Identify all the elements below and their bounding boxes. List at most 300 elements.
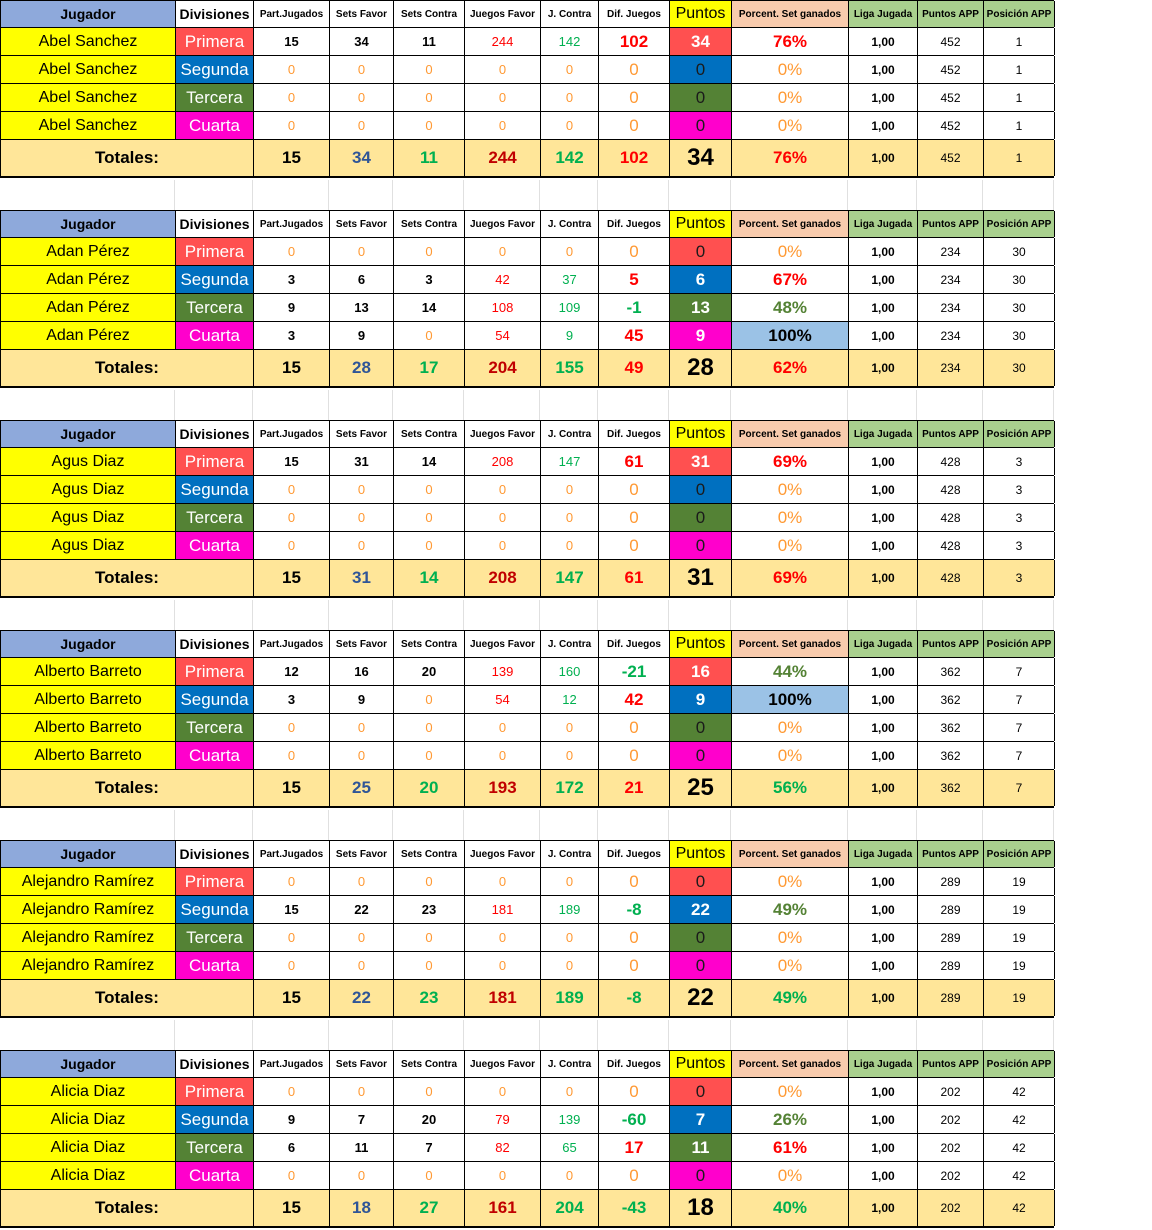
set-percent: 0%	[732, 238, 849, 265]
spacer-cell	[464, 810, 540, 840]
cell-pj: 9	[254, 294, 330, 321]
cell-sf: 9	[330, 686, 394, 713]
header-liga_jugada: Liga Jugada	[849, 1051, 918, 1077]
total-dif: 102	[599, 140, 670, 176]
cell-jf: 0	[465, 1162, 541, 1189]
header-posicion_app: Posición APP	[984, 211, 1055, 237]
cell-sf: 6	[330, 266, 394, 293]
cell-sc: 0	[394, 504, 465, 531]
set-percent: 0%	[732, 742, 849, 769]
spacer-row	[0, 390, 1054, 420]
puntos-app: 362	[918, 742, 984, 769]
cell-pj: 3	[254, 322, 330, 349]
header-puntos_app: Puntos APP	[918, 841, 984, 867]
cell-sf: 0	[330, 532, 394, 559]
total-pct: 56%	[732, 770, 849, 806]
liga-jugada: 1,00	[849, 238, 918, 265]
spacer-cell	[0, 1020, 175, 1050]
total-pj: 15	[254, 980, 330, 1016]
cell-pj: 3	[254, 266, 330, 293]
cell-dif: 0	[599, 1162, 670, 1189]
division-label: Tercera	[176, 1134, 254, 1161]
totals-label: Totales:	[1, 350, 254, 386]
spacer-cell	[917, 1020, 983, 1050]
spacer-cell	[983, 600, 1054, 630]
total-sc: 23	[394, 980, 465, 1016]
puntos-app: 289	[918, 924, 984, 951]
puntos-app: 289	[918, 952, 984, 979]
header-posicion_app: Posición APP	[984, 841, 1055, 867]
header-row	[0, 1050, 1054, 1078]
header-porcent: Porcent. Set ganados	[732, 211, 849, 237]
cell-sf: 0	[330, 504, 394, 531]
spacer-cell	[175, 1020, 253, 1050]
points-cell: 0	[670, 924, 732, 951]
cell-sc: 0	[394, 532, 465, 559]
header-porcent: Porcent. Set ganados	[732, 631, 849, 657]
spacer-cell	[983, 390, 1054, 420]
table-row	[0, 84, 1054, 112]
cell-jc: 0	[541, 238, 599, 265]
cell-jf: 0	[465, 56, 541, 83]
cell-sc: 0	[394, 952, 465, 979]
header-sets_contra: Sets Contra	[394, 211, 465, 237]
spacer-cell	[0, 390, 175, 420]
set-percent: 100%	[732, 686, 849, 713]
table-row	[0, 742, 1054, 770]
division-label: Segunda	[176, 686, 254, 713]
cell-sf: 0	[330, 868, 394, 895]
cell-sf: 9	[330, 322, 394, 349]
cell-pj: 6	[254, 1134, 330, 1161]
header-j_contra: J. Contra	[541, 1, 599, 27]
posicion-app: 3	[984, 476, 1055, 503]
header-puntos_app: Puntos APP	[918, 421, 984, 447]
header-dif_juegos: Dif. Juegos	[599, 1, 670, 27]
total-sc: 17	[394, 350, 465, 386]
posicion-app: 30	[984, 294, 1055, 321]
set-percent: 0%	[732, 714, 849, 741]
total-jf: 161	[465, 1190, 541, 1226]
total-pj: 15	[254, 770, 330, 806]
total-sf: 22	[330, 980, 394, 1016]
puntos-app: 234	[918, 322, 984, 349]
cell-pj: 0	[254, 532, 330, 559]
cell-jf: 42	[465, 266, 541, 293]
total-pj: 15	[254, 560, 330, 596]
set-percent: 100%	[732, 322, 849, 349]
player-name: Alberto Barreto	[1, 686, 176, 713]
division-label: Primera	[176, 1078, 254, 1105]
header-divisiones: Divisiones	[176, 1051, 254, 1077]
header-porcent: Porcent. Set ganados	[732, 421, 849, 447]
cell-jf: 0	[465, 1078, 541, 1105]
points-cell: 13	[670, 294, 732, 321]
spacer-cell	[253, 1020, 329, 1050]
total-pct: 40%	[732, 1190, 849, 1226]
points-cell: 34	[670, 28, 732, 55]
spacer-cell	[540, 1020, 598, 1050]
puntos-app: 234	[918, 266, 984, 293]
header-liga_jugada: Liga Jugada	[849, 211, 918, 237]
set-percent: 0%	[732, 532, 849, 559]
cell-dif: 0	[599, 532, 670, 559]
cell-jf: 79	[465, 1106, 541, 1133]
posicion-app: 30	[984, 322, 1055, 349]
spacer-cell	[598, 390, 669, 420]
points-cell: 9	[670, 686, 732, 713]
spacer-cell	[669, 390, 731, 420]
header-posicion_app: Posición APP	[984, 421, 1055, 447]
player-block	[0, 840, 1054, 1020]
header-posicion_app: Posición APP	[984, 1051, 1055, 1077]
division-label: Segunda	[176, 1106, 254, 1133]
puntos-app: 202	[918, 1134, 984, 1161]
spacer-cell	[917, 600, 983, 630]
header-juegos_favor: Juegos Favor	[465, 631, 541, 657]
totals-row	[0, 770, 1054, 808]
spacer-cell	[731, 390, 848, 420]
cell-sc: 0	[394, 322, 465, 349]
total-posicion-app: 19	[984, 980, 1055, 1016]
cell-sc: 23	[394, 896, 465, 923]
cell-sc: 0	[394, 924, 465, 951]
player-name: Adan Pérez	[1, 294, 176, 321]
cell-dif: -21	[599, 658, 670, 685]
total-puntos-app: 428	[918, 560, 984, 596]
points-cell: 31	[670, 448, 732, 475]
spacer-cell	[329, 810, 393, 840]
cell-sc: 0	[394, 238, 465, 265]
posicion-app: 19	[984, 952, 1055, 979]
set-percent: 0%	[732, 56, 849, 83]
cell-dif: 0	[599, 476, 670, 503]
player-name: Agus Diaz	[1, 532, 176, 559]
points-cell: 9	[670, 322, 732, 349]
cell-sf: 0	[330, 714, 394, 741]
header-dif_juegos: Dif. Juegos	[599, 1051, 670, 1077]
total-jc: 142	[541, 140, 599, 176]
points-cell: 0	[670, 84, 732, 111]
cell-sf: 0	[330, 112, 394, 139]
header-sets_favor: Sets Favor	[330, 1, 394, 27]
cell-sf: 0	[330, 952, 394, 979]
cell-jf: 0	[465, 112, 541, 139]
spacer-cell	[848, 1020, 917, 1050]
puntos-app: 202	[918, 1106, 984, 1133]
points-cell: 0	[670, 714, 732, 741]
header-puntos_app: Puntos APP	[918, 631, 984, 657]
cell-sf: 34	[330, 28, 394, 55]
points-cell: 0	[670, 1078, 732, 1105]
header-dif_juegos: Dif. Juegos	[599, 841, 670, 867]
table-row	[0, 1078, 1054, 1106]
cell-pj: 3	[254, 686, 330, 713]
cell-sc: 0	[394, 84, 465, 111]
cell-sf: 0	[330, 84, 394, 111]
player-name: Alejandro Ramírez	[1, 868, 176, 895]
liga-jugada: 1,00	[849, 714, 918, 741]
posicion-app: 19	[984, 868, 1055, 895]
division-label: Segunda	[176, 56, 254, 83]
posicion-app: 1	[984, 112, 1055, 139]
cell-sf: 22	[330, 896, 394, 923]
cell-dif: 0	[599, 112, 670, 139]
player-name: Abel Sanchez	[1, 112, 176, 139]
posicion-app: 42	[984, 1162, 1055, 1189]
total-liga: 1,00	[849, 770, 918, 806]
table-row	[0, 868, 1054, 896]
posicion-app: 42	[984, 1134, 1055, 1161]
spacer-cell	[598, 1020, 669, 1050]
cell-jc: 0	[541, 476, 599, 503]
puntos-app: 428	[918, 448, 984, 475]
points-cell: 11	[670, 1134, 732, 1161]
puntos-app: 289	[918, 896, 984, 923]
player-name: Alejandro Ramírez	[1, 924, 176, 951]
totals-row	[0, 350, 1054, 388]
liga-jugada: 1,00	[849, 1162, 918, 1189]
set-percent: 48%	[732, 294, 849, 321]
spacer-cell	[0, 180, 175, 210]
spacer-cell	[253, 390, 329, 420]
header-dif_juegos: Dif. Juegos	[599, 631, 670, 657]
cell-dif: 0	[599, 714, 670, 741]
table-row	[0, 686, 1054, 714]
spacer-cell	[598, 810, 669, 840]
header-divisiones: Divisiones	[176, 1, 254, 27]
spacer-cell	[540, 810, 598, 840]
table-row	[0, 294, 1054, 322]
cell-jc: 0	[541, 952, 599, 979]
header-posicion_app: Posición APP	[984, 631, 1055, 657]
liga-jugada: 1,00	[849, 1106, 918, 1133]
total-puntos-app: 234	[918, 350, 984, 386]
liga-jugada: 1,00	[849, 448, 918, 475]
cell-dif: -8	[599, 896, 670, 923]
puntos-app: 362	[918, 658, 984, 685]
total-pct: 49%	[732, 980, 849, 1016]
cell-sc: 3	[394, 266, 465, 293]
cell-pj: 15	[254, 896, 330, 923]
division-label: Cuarta	[176, 742, 254, 769]
spacer-cell	[731, 180, 848, 210]
header-liga_jugada: Liga Jugada	[849, 421, 918, 447]
header-sets_contra: Sets Contra	[394, 1051, 465, 1077]
spacer-cell	[540, 180, 598, 210]
cell-jc: 0	[541, 868, 599, 895]
header-jugador: Jugador	[1, 421, 176, 447]
header-juegos_favor: Juegos Favor	[465, 211, 541, 237]
player-name: Agus Diaz	[1, 448, 176, 475]
header-divisiones: Divisiones	[176, 841, 254, 867]
liga-jugada: 1,00	[849, 952, 918, 979]
header-divisiones: Divisiones	[176, 631, 254, 657]
cell-sf: 0	[330, 1162, 394, 1189]
division-label: Primera	[176, 238, 254, 265]
puntos-app: 452	[918, 28, 984, 55]
cell-pj: 9	[254, 1106, 330, 1133]
player-name: Alberto Barreto	[1, 714, 176, 741]
header-juegos_favor: Juegos Favor	[465, 1051, 541, 1077]
header-j_contra: J. Contra	[541, 211, 599, 237]
division-label: Tercera	[176, 714, 254, 741]
cell-sf: 0	[330, 476, 394, 503]
table-row	[0, 1162, 1054, 1190]
header-sets_favor: Sets Favor	[330, 421, 394, 447]
liga-jugada: 1,00	[849, 742, 918, 769]
cell-jc: 9	[541, 322, 599, 349]
cell-sf: 13	[330, 294, 394, 321]
total-dif: -43	[599, 1190, 670, 1226]
player-name: Abel Sanchez	[1, 84, 176, 111]
total-sf: 31	[330, 560, 394, 596]
cell-dif: 5	[599, 266, 670, 293]
total-liga: 1,00	[849, 140, 918, 176]
player-block	[0, 420, 1054, 600]
header-puntos: Puntos	[670, 841, 732, 867]
table-row	[0, 476, 1054, 504]
cell-dif: -60	[599, 1106, 670, 1133]
total-jc: 189	[541, 980, 599, 1016]
cell-dif: 0	[599, 504, 670, 531]
header-j_contra: J. Contra	[541, 1051, 599, 1077]
player-block	[0, 630, 1054, 810]
points-cell: 0	[670, 476, 732, 503]
cell-dif: 61	[599, 448, 670, 475]
posicion-app: 19	[984, 896, 1055, 923]
header-liga_jugada: Liga Jugada	[849, 631, 918, 657]
puntos-app: 234	[918, 294, 984, 321]
cell-dif: 17	[599, 1134, 670, 1161]
header-row	[0, 630, 1054, 658]
puntos-app: 289	[918, 868, 984, 895]
table-row	[0, 238, 1054, 266]
cell-sc: 0	[394, 714, 465, 741]
cell-jc: 12	[541, 686, 599, 713]
total-pts: 18	[670, 1190, 732, 1226]
cell-sf: 16	[330, 658, 394, 685]
division-label: Cuarta	[176, 532, 254, 559]
spacer-cell	[393, 390, 464, 420]
spacer-cell	[917, 180, 983, 210]
division-label: Segunda	[176, 476, 254, 503]
cell-pj: 0	[254, 1078, 330, 1105]
cell-pj: 0	[254, 1162, 330, 1189]
header-sets_contra: Sets Contra	[394, 841, 465, 867]
cell-pj: 0	[254, 504, 330, 531]
header-sets_favor: Sets Favor	[330, 211, 394, 237]
cell-sc: 0	[394, 56, 465, 83]
points-cell: 0	[670, 532, 732, 559]
total-puntos-app: 452	[918, 140, 984, 176]
set-percent: 67%	[732, 266, 849, 293]
header-part_jugados: Part.Jugados	[254, 1, 330, 27]
header-puntos_app: Puntos APP	[918, 211, 984, 237]
set-percent: 49%	[732, 896, 849, 923]
header-juegos_favor: Juegos Favor	[465, 421, 541, 447]
puntos-app: 428	[918, 504, 984, 531]
cell-dif: 45	[599, 322, 670, 349]
player-name: Adan Pérez	[1, 266, 176, 293]
set-percent: 0%	[732, 476, 849, 503]
total-dif: 61	[599, 560, 670, 596]
set-percent: 0%	[732, 924, 849, 951]
posicion-app: 1	[984, 28, 1055, 55]
header-jugador: Jugador	[1, 631, 176, 657]
spacer-row	[0, 1020, 1054, 1050]
spacer-cell	[464, 600, 540, 630]
cell-sf: 31	[330, 448, 394, 475]
cell-dif: 0	[599, 868, 670, 895]
cell-jf: 54	[465, 322, 541, 349]
puntos-app: 428	[918, 476, 984, 503]
cell-sc: 0	[394, 686, 465, 713]
division-label: Tercera	[176, 294, 254, 321]
total-jf: 244	[465, 140, 541, 176]
division-label: Segunda	[176, 266, 254, 293]
header-dif_juegos: Dif. Juegos	[599, 211, 670, 237]
cell-sc: 20	[394, 1106, 465, 1133]
table-row	[0, 1134, 1054, 1162]
liga-jugada: 1,00	[849, 686, 918, 713]
header-porcent: Porcent. Set ganados	[732, 1, 849, 27]
cell-jf: 0	[465, 504, 541, 531]
points-cell: 0	[670, 1162, 732, 1189]
points-cell: 7	[670, 1106, 732, 1133]
cell-sf: 0	[330, 1078, 394, 1105]
total-pct: 62%	[732, 350, 849, 386]
points-cell: 6	[670, 266, 732, 293]
player-name: Agus Diaz	[1, 504, 176, 531]
header-juegos_favor: Juegos Favor	[465, 1, 541, 27]
total-jf: 193	[465, 770, 541, 806]
header-j_contra: J. Contra	[541, 631, 599, 657]
liga-jugada: 1,00	[849, 532, 918, 559]
cell-pj: 12	[254, 658, 330, 685]
player-name: Abel Sanchez	[1, 56, 176, 83]
totals-label: Totales:	[1, 1190, 254, 1226]
spacer-cell	[540, 390, 598, 420]
player-block	[0, 1050, 1054, 1230]
spacer-cell	[175, 600, 253, 630]
cell-jc: 0	[541, 1078, 599, 1105]
header-part_jugados: Part.Jugados	[254, 421, 330, 447]
totals-row	[0, 560, 1054, 598]
liga-jugada: 1,00	[849, 28, 918, 55]
player-name: Adan Pérez	[1, 322, 176, 349]
player-name: Alejandro Ramírez	[1, 896, 176, 923]
liga-jugada: 1,00	[849, 84, 918, 111]
cell-jc: 0	[541, 714, 599, 741]
total-pts: 31	[670, 560, 732, 596]
cell-jf: 208	[465, 448, 541, 475]
cell-pj: 0	[254, 112, 330, 139]
total-jc: 155	[541, 350, 599, 386]
liga-jugada: 1,00	[849, 112, 918, 139]
header-sets_contra: Sets Contra	[394, 631, 465, 657]
spacer-row	[0, 180, 1054, 210]
puntos-app: 362	[918, 714, 984, 741]
cell-jf: 0	[465, 952, 541, 979]
spacer-cell	[253, 180, 329, 210]
spacer-cell	[669, 810, 731, 840]
set-percent: 76%	[732, 28, 849, 55]
header-part_jugados: Part.Jugados	[254, 1051, 330, 1077]
puntos-app: 202	[918, 1078, 984, 1105]
header-porcent: Porcent. Set ganados	[732, 841, 849, 867]
division-label: Primera	[176, 868, 254, 895]
